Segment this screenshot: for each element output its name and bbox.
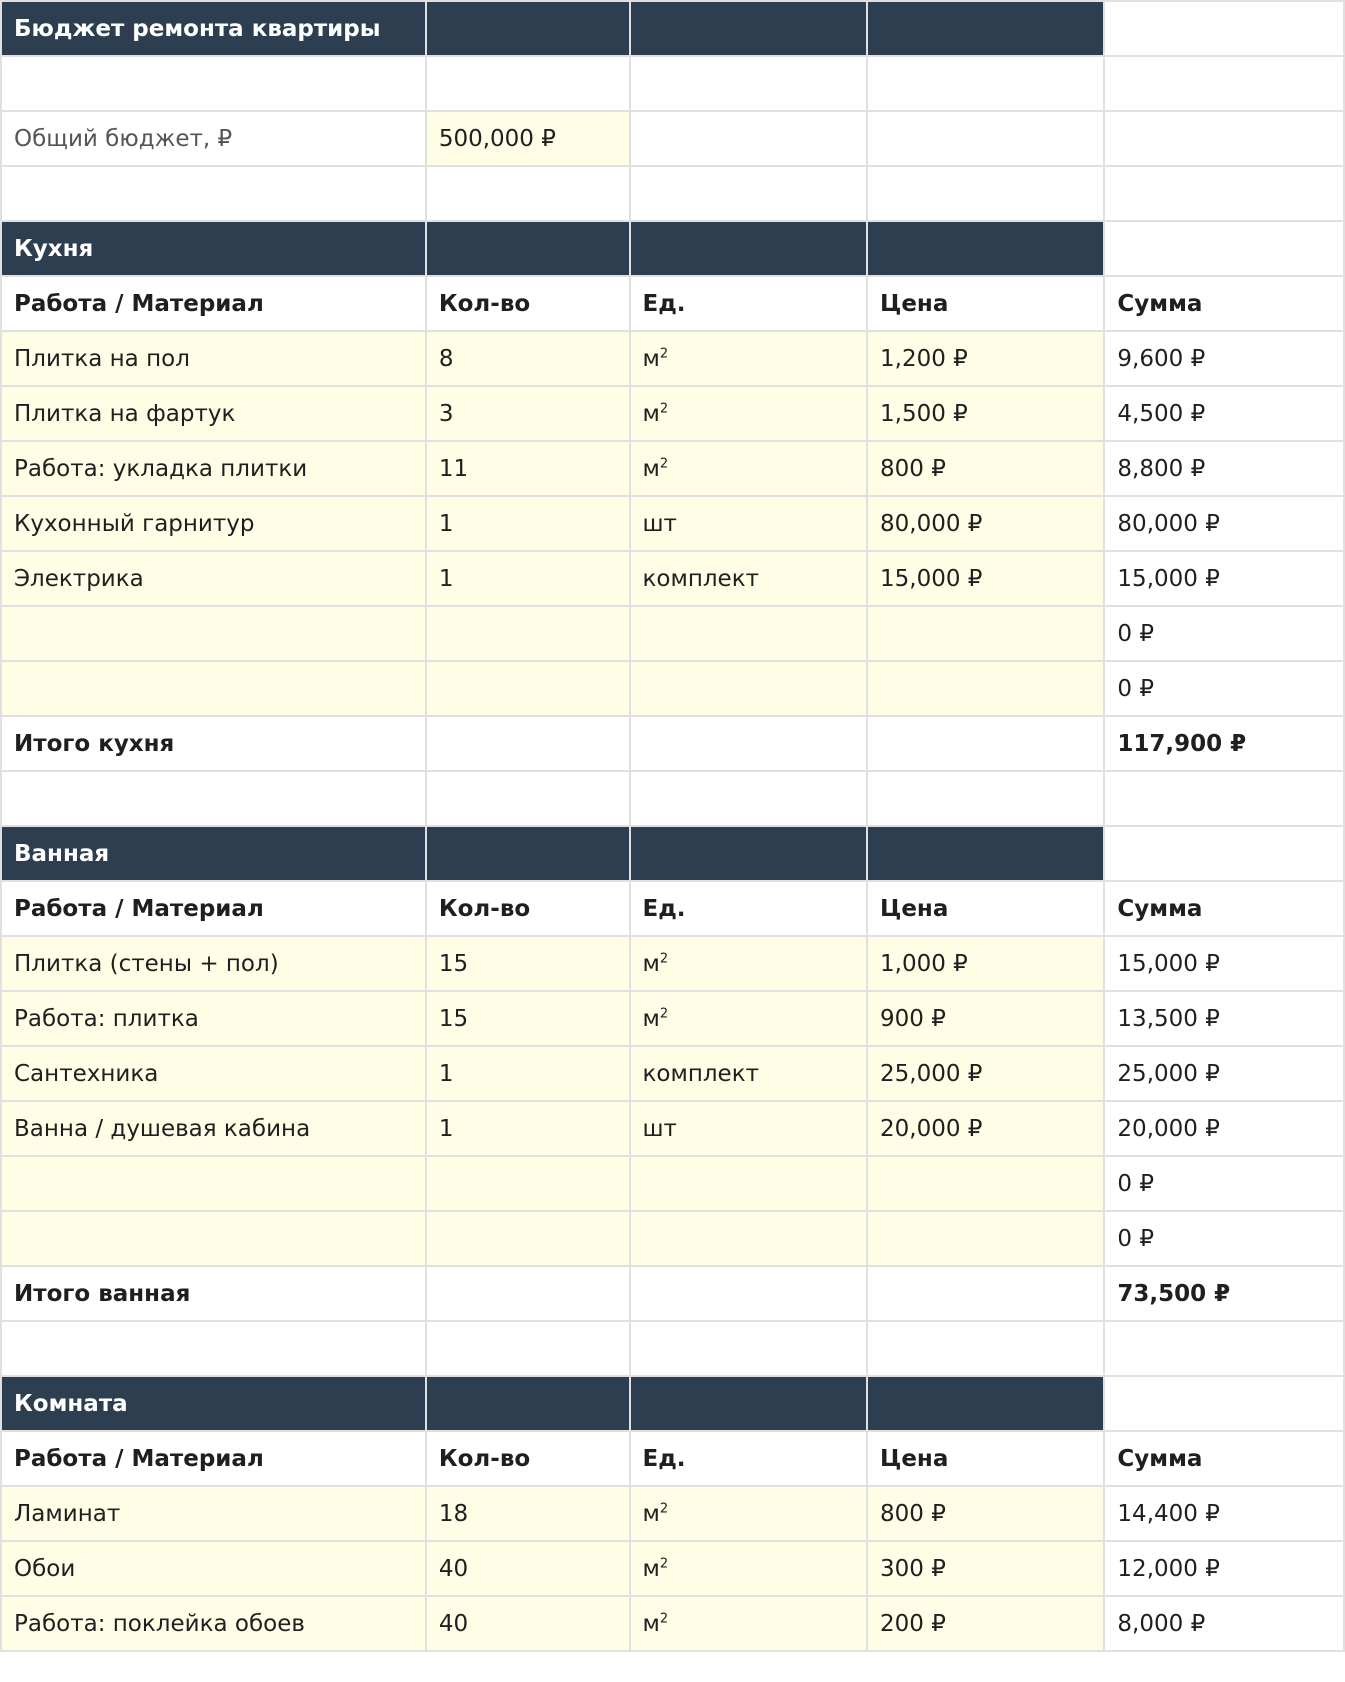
column-header-row (1, 276, 1344, 331)
unit-cell[interactable]: шт (630, 1101, 868, 1156)
budget-value-input[interactable]: 500,000 ₽ (426, 111, 630, 166)
item-cell[interactable]: Плитка (стены + пол) (1, 936, 426, 991)
column-header-item: Работа / Материал (1, 881, 426, 936)
qty-cell[interactable] (426, 661, 630, 716)
table-row (1, 1596, 1344, 1651)
empty-cell[interactable] (1, 56, 426, 111)
qty-cell[interactable]: 1 (426, 496, 630, 551)
item-cell[interactable]: Сантехника (1, 1046, 426, 1101)
column-header-unit: Ед. (630, 1431, 868, 1486)
qty-cell[interactable]: 11 (426, 441, 630, 496)
empty-row (1, 166, 1344, 221)
unit-cell[interactable] (630, 606, 868, 661)
sum-cell: 80,000 ₽ (1104, 496, 1344, 551)
price-cell[interactable] (867, 1211, 1104, 1266)
budget-label: Общий бюджет, ₽ (1, 111, 426, 166)
column-header-unit: Ед. (630, 881, 868, 936)
section-header-row (1, 221, 1344, 276)
table-row (1, 991, 1344, 1046)
total-value: 117,900 ₽ (1104, 716, 1344, 771)
sum-cell: 12,000 ₽ (1104, 1541, 1344, 1596)
unit-cell[interactable]: $м^2$ (630, 936, 868, 991)
table-row (1, 606, 1344, 661)
table-row (1, 496, 1344, 551)
unit-cell[interactable] (630, 1156, 868, 1211)
price-cell[interactable]: 80,000 ₽ (867, 496, 1104, 551)
empty-cell[interactable] (630, 111, 868, 166)
qty-cell[interactable]: 3 (426, 386, 630, 441)
qty-cell[interactable]: 1 (426, 551, 630, 606)
empty-cell[interactable] (1104, 1321, 1344, 1376)
table-row (1, 1541, 1344, 1596)
price-cell[interactable]: 15,000 ₽ (867, 551, 1104, 606)
empty-cell[interactable] (867, 1266, 1104, 1321)
unit-cell[interactable]: $м^2$ (630, 331, 868, 386)
table-row (1, 661, 1344, 716)
price-cell[interactable]: 800 ₽ (867, 441, 1104, 496)
qty-cell[interactable]: 8 (426, 331, 630, 386)
empty-cell[interactable] (426, 771, 630, 826)
empty-cell[interactable] (630, 716, 868, 771)
empty-cell[interactable] (630, 1321, 868, 1376)
item-cell[interactable]: Электрика (1, 551, 426, 606)
column-header-price: Цена (867, 1431, 1104, 1486)
budget-row (1, 111, 1344, 166)
empty-cell[interactable] (426, 166, 630, 221)
price-cell[interactable]: 1,000 ₽ (867, 936, 1104, 991)
empty-cell[interactable] (630, 1266, 868, 1321)
title-row (1, 1, 1344, 56)
unit-cell[interactable]: шт (630, 496, 868, 551)
item-cell[interactable] (1, 1211, 426, 1266)
price-cell[interactable]: 800 ₽ (867, 1486, 1104, 1541)
section-title: Ванная (1, 826, 426, 881)
sum-cell: 8,000 ₽ (1104, 1596, 1344, 1651)
sum-cell: 0 ₽ (1104, 661, 1344, 716)
item-cell[interactable]: Плитка на фартук (1, 386, 426, 441)
qty-cell[interactable] (426, 1156, 630, 1211)
table-row (1, 1211, 1344, 1266)
empty-cell[interactable] (1104, 826, 1344, 881)
column-header-price: Цена (867, 276, 1104, 331)
price-cell[interactable]: 900 ₽ (867, 991, 1104, 1046)
title-fill-cell (630, 1, 868, 56)
item-cell[interactable]: Работа: укладка плитки (1, 441, 426, 496)
section-header-fill (867, 1376, 1104, 1431)
item-cell[interactable]: Работа: поклейка обоев (1, 1596, 426, 1651)
section-header-row (1, 1376, 1344, 1431)
section-header-fill (426, 826, 630, 881)
empty-cell[interactable] (1, 771, 426, 826)
empty-cell[interactable] (630, 56, 868, 111)
price-cell[interactable]: 25,000 ₽ (867, 1046, 1104, 1101)
column-header-price: Цена (867, 881, 1104, 936)
unit-cell[interactable]: $м^2$ (630, 1486, 868, 1541)
empty-cell[interactable] (867, 56, 1104, 111)
table-row (1, 1046, 1344, 1101)
empty-cell[interactable] (867, 1321, 1104, 1376)
unit-cell[interactable]: комплект (630, 1046, 868, 1101)
qty-cell[interactable]: 1 (426, 1046, 630, 1101)
qty-cell[interactable]: 15 (426, 936, 630, 991)
empty-cell[interactable] (867, 716, 1104, 771)
empty-cell[interactable] (867, 771, 1104, 826)
item-cell[interactable]: Ламинат (1, 1486, 426, 1541)
column-header-unit: Ед. (630, 276, 868, 331)
sum-cell: 25,000 ₽ (1104, 1046, 1344, 1101)
sum-cell: 8,800 ₽ (1104, 441, 1344, 496)
section-total-row (1, 1266, 1344, 1321)
sum-cell: 0 ₽ (1104, 1156, 1344, 1211)
empty-row (1, 1321, 1344, 1376)
empty-cell[interactable] (1104, 771, 1344, 826)
section-header-fill (867, 221, 1104, 276)
item-cell[interactable]: Обои (1, 1541, 426, 1596)
empty-row (1, 56, 1344, 111)
table-row (1, 386, 1344, 441)
column-header-row (1, 881, 1344, 936)
section-header-fill (630, 826, 868, 881)
section-header-fill (426, 1376, 630, 1431)
section-title: Кухня (1, 221, 426, 276)
column-header-item: Работа / Материал (1, 276, 426, 331)
total-label: Итого кухня (1, 716, 426, 771)
item-cell[interactable]: Ванна / душевая кабина (1, 1101, 426, 1156)
table-row (1, 1101, 1344, 1156)
empty-cell[interactable] (1104, 221, 1344, 276)
section-title: Комната (1, 1376, 426, 1431)
unit-cell[interactable]: комплект (630, 551, 868, 606)
qty-cell[interactable]: 40 (426, 1541, 630, 1596)
sum-cell: 4,500 ₽ (1104, 386, 1344, 441)
column-header-item: Работа / Материал (1, 1431, 426, 1486)
empty-cell[interactable] (1104, 1, 1344, 56)
empty-cell[interactable] (426, 56, 630, 111)
total-value: 73,500 ₽ (1104, 1266, 1344, 1321)
title-fill-cell (867, 1, 1104, 56)
section-header-row (1, 826, 1344, 881)
empty-cell[interactable] (426, 1321, 630, 1376)
sum-cell: 9,600 ₽ (1104, 331, 1344, 386)
item-cell[interactable]: Работа: плитка (1, 991, 426, 1046)
column-header-sum: Сумма (1104, 881, 1344, 936)
price-cell[interactable] (867, 606, 1104, 661)
unit-cell[interactable] (630, 661, 868, 716)
sum-cell: 14,400 ₽ (1104, 1486, 1344, 1541)
empty-cell[interactable] (1104, 166, 1344, 221)
unit-cell[interactable]: $м^2$ (630, 386, 868, 441)
qty-cell[interactable]: 1 (426, 1101, 630, 1156)
sum-cell: 15,000 ₽ (1104, 936, 1344, 991)
table-row (1, 441, 1344, 496)
empty-cell[interactable] (630, 166, 868, 221)
sum-cell: 0 ₽ (1104, 606, 1344, 661)
empty-cell[interactable] (630, 771, 868, 826)
empty-cell[interactable] (867, 111, 1104, 166)
price-cell[interactable]: 20,000 ₽ (867, 1101, 1104, 1156)
item-cell[interactable] (1, 606, 426, 661)
table-row (1, 551, 1344, 606)
price-cell[interactable]: 200 ₽ (867, 1596, 1104, 1651)
empty-cell[interactable] (1104, 111, 1344, 166)
item-cell[interactable]: Кухонный гарнитур (1, 496, 426, 551)
section-total-row (1, 716, 1344, 771)
qty-cell[interactable]: 40 (426, 1596, 630, 1651)
section-header-fill (426, 221, 630, 276)
sum-cell: 13,500 ₽ (1104, 991, 1344, 1046)
qty-cell[interactable] (426, 606, 630, 661)
table-row (1, 936, 1344, 991)
price-cell[interactable] (867, 1156, 1104, 1211)
section-header-fill (630, 1376, 868, 1431)
item-cell[interactable] (1, 1156, 426, 1211)
table-row (1, 1156, 1344, 1211)
section-header-fill (630, 221, 868, 276)
qty-cell[interactable]: 18 (426, 1486, 630, 1541)
column-header-qty: Кол-во (426, 276, 630, 331)
column-header-qty: Кол-во (426, 1431, 630, 1486)
title-fill-cell (426, 1, 630, 56)
empty-cell[interactable] (426, 716, 630, 771)
unit-cell[interactable]: $м^2$ (630, 1596, 868, 1651)
sum-cell: 15,000 ₽ (1104, 551, 1344, 606)
unit-cell[interactable] (630, 1211, 868, 1266)
column-header-row (1, 1431, 1344, 1486)
column-header-qty: Кол-во (426, 881, 630, 936)
sheet-title: Бюджет ремонта квартиры (1, 1, 426, 56)
empty-cell[interactable] (1, 166, 426, 221)
column-header-sum: Сумма (1104, 1431, 1344, 1486)
section-header-fill (867, 826, 1104, 881)
qty-cell[interactable]: 15 (426, 991, 630, 1046)
sum-cell: 20,000 ₽ (1104, 1101, 1344, 1156)
table-row (1, 331, 1344, 386)
empty-cell[interactable] (1104, 1376, 1344, 1431)
unit-cell[interactable]: $м^2$ (630, 991, 868, 1046)
item-cell[interactable]: Плитка на пол (1, 331, 426, 386)
qty-cell[interactable] (426, 1211, 630, 1266)
unit-cell[interactable]: $м^2$ (630, 441, 868, 496)
price-cell[interactable]: 1,500 ₽ (867, 386, 1104, 441)
empty-cell[interactable] (867, 166, 1104, 221)
item-cell[interactable] (1, 661, 426, 716)
column-header-sum: Сумма (1104, 276, 1344, 331)
total-label: Итого ванная (1, 1266, 426, 1321)
sum-cell: 0 ₽ (1104, 1211, 1344, 1266)
empty-row (1, 771, 1344, 826)
price-cell[interactable] (867, 661, 1104, 716)
empty-cell[interactable] (426, 1266, 630, 1321)
price-cell[interactable]: 300 ₽ (867, 1541, 1104, 1596)
empty-cell[interactable] (1, 1321, 426, 1376)
table-row (1, 1486, 1344, 1541)
unit-cell[interactable]: $м^2$ (630, 1541, 868, 1596)
empty-cell[interactable] (1104, 56, 1344, 111)
price-cell[interactable]: 1,200 ₽ (867, 331, 1104, 386)
